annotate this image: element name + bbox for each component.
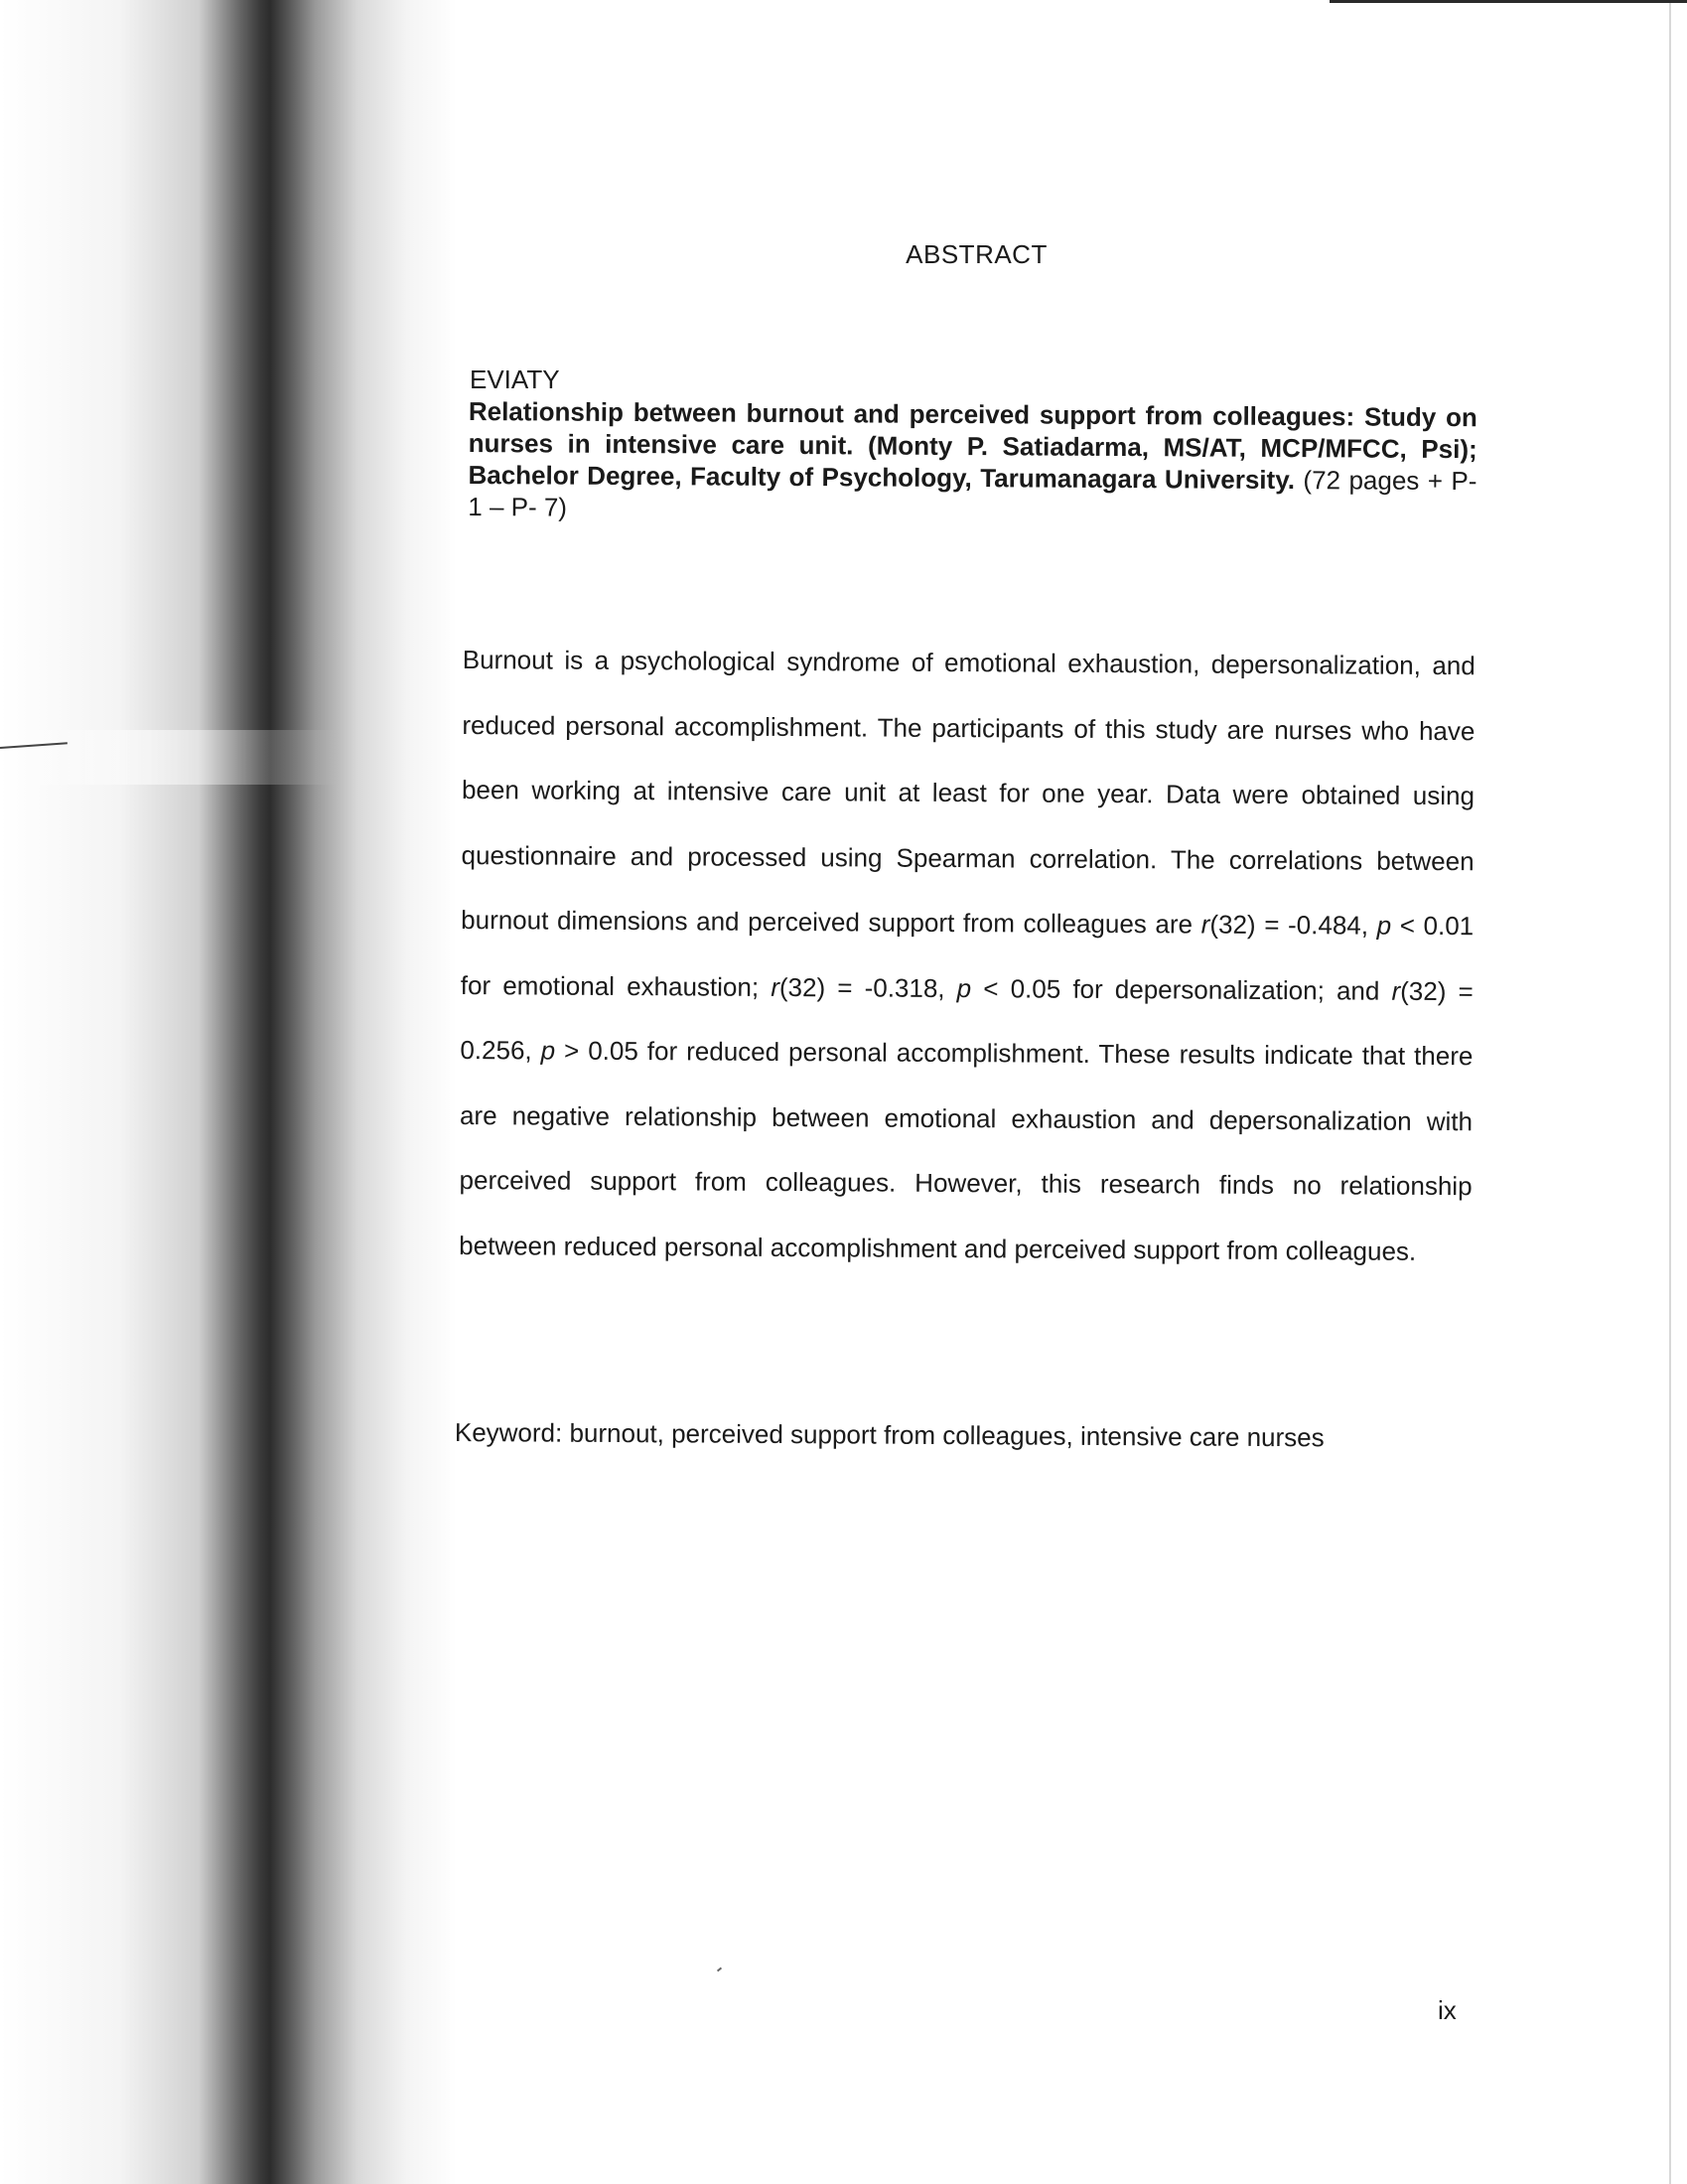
thesis-page-count: (72 pages + P-1 – P- 7) <box>468 465 1477 522</box>
statistic-p-value: < 0.01 for emotional exhaustion; <box>460 910 1475 1002</box>
page-number: ix <box>1438 1995 1457 2025</box>
page-right-edge <box>1669 0 1671 2184</box>
keywords-line: Keyword: burnout, perceived support from colleagues, intensive care nurses <box>454 1417 1325 1453</box>
abstract-text-conclusion: > 0.05 for reduced personal accomplishment. These results indicate that there are negative relationship between emotional exhaustion and depersonalization with perceived support from colleagues. However, this research finds no relationship between reduced personal accomplishment and perceived support from colleagues. <box>459 1035 1474 1266</box>
page-title: ABSTRACT <box>906 239 1048 269</box>
abstract-text-intro: Burnout is a psychological syndrome of emotional exhaustion, depersonalization, and reduced personal accomplishment. The participants of this study are nurses who have been working at intensive care unit at least for one year. Data were obtained using questionnaire and processed using Spearman correlation. The correlations between burnout dimensions and perceived support from colleagues are <box>461 644 1476 940</box>
statistic-r-value: (32) = -0.484, <box>1209 909 1377 941</box>
abstract-body <box>459 628 1476 1284</box>
author-name: EVIATY <box>470 364 560 394</box>
statistic-p-symbol: p <box>956 972 972 1003</box>
statistic-r-symbol: r <box>1200 909 1210 940</box>
statistic-p-value: < 0.05 for depersonalization; and <box>971 972 1392 1006</box>
page-top-edge <box>1330 0 1687 3</box>
abstract-paragraph <box>459 628 1476 1284</box>
scan-binding-shadow <box>0 0 457 2184</box>
statistic-r-value: (32) = 0.256, <box>460 975 1474 1066</box>
thesis-info <box>468 395 1477 528</box>
statistic-p-symbol: p <box>540 1035 556 1066</box>
statistic-r-symbol: r <box>771 971 780 1002</box>
statistic-r-symbol: r <box>1391 975 1401 1006</box>
statistic-p-symbol: p <box>1376 910 1392 941</box>
thesis-title-line: Relationship between burnout and perceived support from colleagues: Study on nurses in intensive care unit. (Monty P. Satiadarma, MS/AT, MCP/MFCC, Psi); Bachelor Degree, Faculty of Psychology, Tarumanagara University. <box>468 395 1477 496</box>
stray-ink-mark <box>717 1967 722 1972</box>
scan-shadow-band <box>0 730 457 785</box>
statistic-r-value: (32) = -0.318, <box>778 971 957 1003</box>
